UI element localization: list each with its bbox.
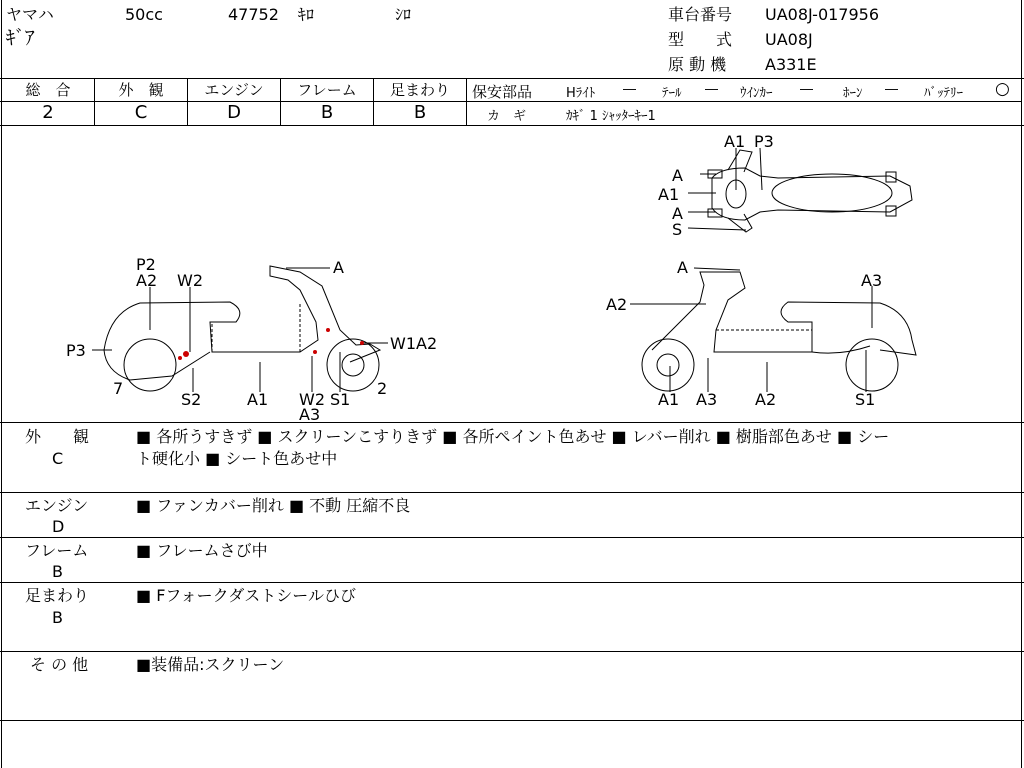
- diagram-label-top-s: S: [672, 220, 683, 239]
- top-view-scooter: [708, 150, 912, 232]
- diagram-label-left-w2: W2: [177, 271, 203, 290]
- headlight-label: Hﾗｲﾄ: [566, 86, 596, 101]
- frame-grade: B: [320, 102, 334, 123]
- frame-no-label: 車台番号: [668, 5, 733, 24]
- diagram-label-top-a-upper: A: [672, 166, 683, 185]
- diagram-label-left-a: A: [333, 258, 344, 277]
- diagram-label-left-w1a2: W1A2: [390, 334, 438, 353]
- notes-divider-5: [0, 720, 1024, 721]
- diagram-label-right-a: A: [677, 258, 688, 277]
- note-frame-grade: B: [52, 562, 63, 581]
- horn-value: ―: [885, 82, 898, 97]
- diagram-label-top-p3: P3: [754, 132, 774, 151]
- diagram-label-left-a3: A3: [299, 405, 321, 424]
- model-code: UA08J: [765, 30, 813, 49]
- diagram-label-left-p3: P3: [66, 341, 86, 360]
- diagram-bottom-divider: [0, 422, 1024, 423]
- diagram-label-left-2: 2: [377, 379, 388, 398]
- damage-marks: [178, 328, 364, 360]
- displacement: 50cc: [125, 5, 163, 24]
- safety-row-divider: [466, 101, 1022, 102]
- note-exterior-grade: C: [52, 449, 64, 468]
- notes-divider-3: [0, 582, 1024, 583]
- diagram-label-right-a3: A3: [696, 390, 718, 409]
- diagram-label-right-a3-upper: A3: [861, 271, 883, 290]
- overall-grade: 2: [42, 102, 54, 123]
- note-frame-label: フレーム: [25, 541, 89, 560]
- diagram-label-left-a2: A2: [136, 271, 158, 290]
- diagram-label-top-a1: A1: [724, 132, 746, 151]
- note-exterior-text-line2: ト硬化小 ■ シート色あせ中: [136, 449, 338, 468]
- notes-divider-2: [0, 537, 1024, 538]
- key-label: カ ギ: [487, 109, 527, 124]
- engine-grade: D: [227, 102, 241, 123]
- note-suspension-label: 足まわり: [25, 586, 90, 605]
- battery-label: ﾊﾞｯﾃﾘｰ: [924, 86, 963, 101]
- header-divider: [0, 78, 1024, 79]
- diagram-label-right-a2-upper: A2: [606, 295, 628, 314]
- note-exterior-text-line1: ■ 各所うすきず ■ スクリーンこすりきず ■ 各所ペイント色あせ ■ レバー削れ ■ 樹脂部色あせ ■ シー: [136, 427, 890, 446]
- note-engine-grade: D: [52, 517, 65, 536]
- diagram-label-left-w2-lower: W2: [299, 390, 325, 409]
- engine-grade-label: エンジン: [204, 81, 264, 99]
- diagram-label-right-a1: A1: [658, 390, 680, 409]
- exterior-label: 外 観: [118, 81, 164, 99]
- frame-grade-label: フレーム: [297, 81, 357, 99]
- model-name: ｷﾞｱ: [6, 27, 35, 49]
- overall-label: 総 合: [25, 81, 71, 99]
- exterior-grade: C: [134, 102, 148, 123]
- diagram-label-left-s2: S2: [181, 390, 202, 409]
- safety-label: 保安部品: [472, 83, 533, 101]
- note-engine-label: エンジン: [25, 496, 89, 515]
- maker: ヤマハ: [6, 5, 54, 24]
- note-suspension-text: ■ Fフォークダストシールひび: [136, 586, 356, 605]
- note-other-text: ■装備品:スクリーン: [136, 655, 285, 674]
- model-label: 型 式: [668, 30, 733, 49]
- engine-code: A331E: [765, 55, 817, 74]
- mileage-unit: ｷﾛ: [298, 5, 315, 24]
- grade-col-5: [466, 78, 467, 125]
- winker-label: ｳｲﾝｶｰ: [740, 86, 773, 101]
- battery-value: ○: [995, 79, 1010, 99]
- note-suspension-grade: B: [52, 608, 63, 627]
- frame-no: UA08J-017956: [765, 5, 880, 24]
- headlight-value: ―: [623, 82, 636, 97]
- notes-divider-4: [0, 651, 1024, 652]
- leader-lines: [92, 148, 872, 392]
- key-text: ｶｷﾞ 1 ｼｬｯﾀｰｷｰ1: [566, 109, 656, 124]
- mileage: 47752: [228, 5, 279, 24]
- winker-value: ―: [800, 82, 813, 97]
- notes-divider-1: [0, 492, 1024, 493]
- taillight-label: ﾃｰﾙ: [662, 86, 682, 101]
- diagram-label-left-7: 7: [113, 379, 124, 398]
- diagram-label-left-p2: P2: [136, 255, 156, 274]
- color: ｼﾛ: [395, 5, 412, 24]
- note-other-label: そ の 他: [30, 655, 89, 674]
- engine-label: 原 動 機: [668, 55, 727, 74]
- note-exterior-label: 外 観: [25, 427, 90, 446]
- diagram-label-right-s1: S1: [855, 390, 876, 409]
- diagram-label-left-a1: A1: [247, 390, 269, 409]
- note-frame-text: ■ フレームさび中: [136, 541, 268, 560]
- diagram-label-top-a1-left: A1: [658, 185, 680, 204]
- diagram-label-right-a2: A2: [755, 390, 777, 409]
- suspension-grade: B: [413, 102, 427, 123]
- diagram-label-top-a-lower: A: [672, 204, 683, 223]
- suspension-grade-label: 足まわり: [389, 81, 450, 99]
- taillight-value: ―: [705, 82, 718, 97]
- note-engine-text: ■ ファンカバー削れ ■ 不動 圧縮不良: [136, 496, 411, 515]
- horn-label: ﾎｰﾝ: [843, 86, 863, 101]
- diagram-label-left-s1: S1: [330, 390, 351, 409]
